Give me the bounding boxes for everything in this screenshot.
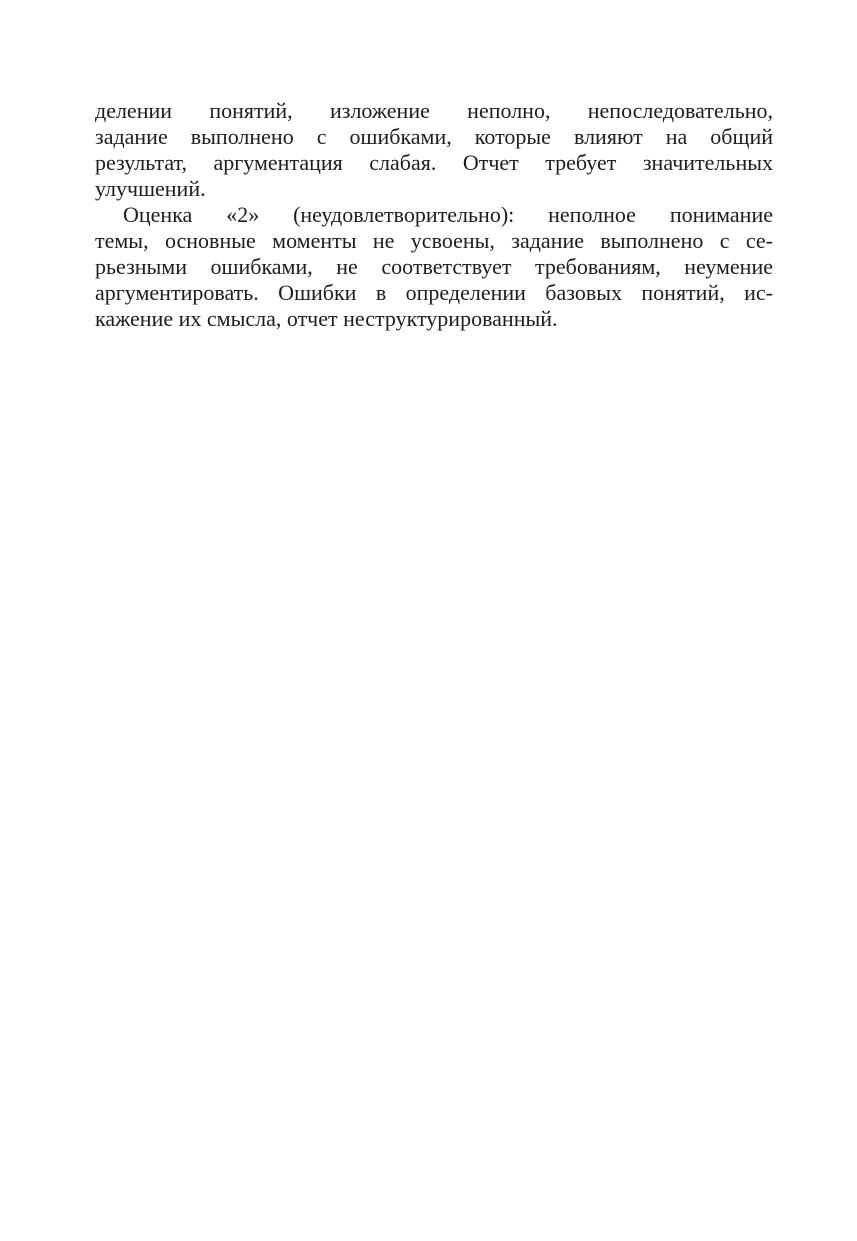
- text-line: Оценка «2» (неудовлетворительно): неполное понимание: [123, 202, 773, 227]
- text-line: темы, основные моменты не усвоены, задание выполнено с се-: [95, 228, 773, 253]
- text-line: аргументировать. Ошибки в определении базовых понятий, ис-: [95, 280, 773, 305]
- paragraph-grade-3-continuation: [95, 98, 773, 202]
- text-line: задание выполнено с ошибками, которые влияют на общий: [95, 124, 773, 149]
- text-line: рьезными ошибками, не соответствует требованиям, неумение: [95, 254, 773, 279]
- paragraph-grade-2: [95, 202, 773, 332]
- text-line: кажение их смысла, отчет неструктурированный.: [95, 306, 558, 331]
- body-text: [95, 98, 773, 332]
- text-line: улучшений.: [95, 176, 206, 201]
- text-line: результат, аргументация слабая. Отчет требует значительных: [95, 150, 773, 175]
- text-line: делении понятий, изложение неполно, непоследовательно,: [95, 98, 773, 123]
